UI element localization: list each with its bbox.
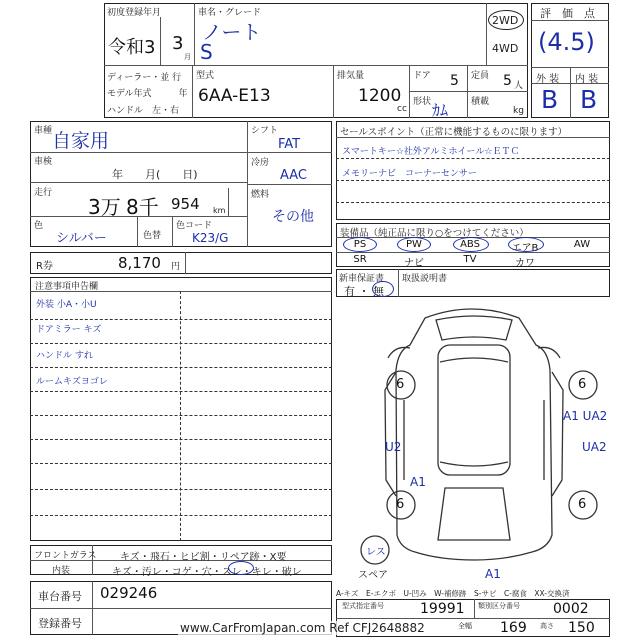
interior-options: キズ・汚レ・コゲ・穴・スレ・キレ・破レ bbox=[112, 567, 302, 578]
mileage-sen: 8千 bbox=[126, 195, 159, 219]
vehicle-type: 自家用 bbox=[52, 130, 110, 152]
car-name-label: 車名・グレード bbox=[198, 8, 262, 18]
interior-sure-circle bbox=[228, 561, 254, 575]
body-shape: ｶﾑ bbox=[432, 101, 449, 120]
mark-rear: A1 bbox=[485, 567, 501, 581]
abs-circle bbox=[453, 237, 489, 252]
mark-left: U2 bbox=[385, 440, 402, 454]
vehicle-color: シルバー bbox=[56, 231, 107, 246]
shift-type: FAT bbox=[278, 137, 301, 152]
damage-legend: A-キズ E-エクボ U-凹み W-補修跡 S-サビ C-腐食 XX-交換済 bbox=[336, 589, 570, 598]
exterior-grade: B bbox=[541, 85, 559, 114]
spare-mark: レス bbox=[366, 547, 386, 558]
sales-line-2: メモリーナビ コーナーセンサー bbox=[342, 169, 477, 179]
interior-grade: B bbox=[580, 85, 598, 114]
mark-right-lower: UA2 bbox=[582, 440, 607, 454]
vehicle-width: 169 bbox=[500, 620, 527, 636]
car-grade: S bbox=[200, 40, 213, 64]
front-glass-options: キズ・飛石・ヒビ割・リペア跡・X要 bbox=[120, 552, 287, 563]
tire-rl-label: 6 bbox=[396, 497, 405, 512]
mark-right-upper: A1 UA2 bbox=[563, 409, 608, 423]
mark-left-lower: A1 bbox=[410, 475, 426, 489]
capacity: 5 bbox=[503, 73, 512, 89]
pw-circle bbox=[397, 237, 431, 252]
ac-type: AAC bbox=[280, 168, 307, 183]
chassis-number: 029246 bbox=[100, 584, 158, 602]
note-line-3: ハンドル すれ bbox=[36, 351, 93, 361]
watermark: www.CarFromJapan.com Ref CFJ2648882 bbox=[180, 621, 425, 635]
doors: 5 bbox=[450, 73, 459, 89]
sales-line-1: スマートキー☆社外アルミホイール☆ＥＴＣ bbox=[342, 147, 520, 157]
vehicle-height: 150 bbox=[568, 620, 595, 636]
displacement: 1200 bbox=[358, 86, 402, 106]
model-code: 6AA-E13 bbox=[198, 86, 271, 106]
car-name: ノート bbox=[202, 20, 262, 44]
note-line-1: 外装 小A・小U bbox=[36, 300, 97, 310]
color-code: K23/G bbox=[192, 231, 229, 245]
airbag-circle bbox=[508, 237, 544, 252]
drive-2wd: 2WD bbox=[492, 14, 519, 27]
warranty-circle bbox=[372, 281, 394, 297]
score-value: (4.5) bbox=[538, 28, 595, 56]
warranty-value: 有 ・ 無 bbox=[344, 285, 384, 298]
mileage-man: 3万 bbox=[88, 195, 121, 219]
score-label: 評 価 点 bbox=[540, 7, 595, 20]
tire-fr-label: 6 bbox=[578, 377, 587, 392]
drive-4wd: 4WD bbox=[492, 42, 519, 55]
form-number-1: 19991 bbox=[420, 601, 465, 617]
notes-box bbox=[30, 277, 332, 541]
inspection-date: 年 月( 日) bbox=[112, 168, 198, 181]
mileage-rest: 954 bbox=[171, 195, 200, 213]
reg-month: 3 bbox=[172, 33, 184, 54]
reg-era: 令和3 bbox=[108, 37, 156, 58]
recycle-amount: 8,170 bbox=[118, 254, 161, 272]
recycle-box bbox=[30, 252, 332, 274]
note-line-4: ルームキズヨゴレ bbox=[36, 377, 108, 387]
spare-label: スペア bbox=[358, 570, 388, 581]
ps-circle bbox=[343, 237, 377, 252]
tire-fl-label: 6 bbox=[396, 377, 405, 392]
fuel-type: その他 bbox=[272, 209, 314, 225]
note-line-2: ドアミラー キズ bbox=[36, 325, 102, 335]
form-number-2: 0002 bbox=[553, 601, 589, 617]
reg-date-label: 初度登録年月 bbox=[107, 8, 162, 18]
tire-rr-label: 6 bbox=[578, 497, 587, 512]
header-box bbox=[104, 3, 528, 118]
